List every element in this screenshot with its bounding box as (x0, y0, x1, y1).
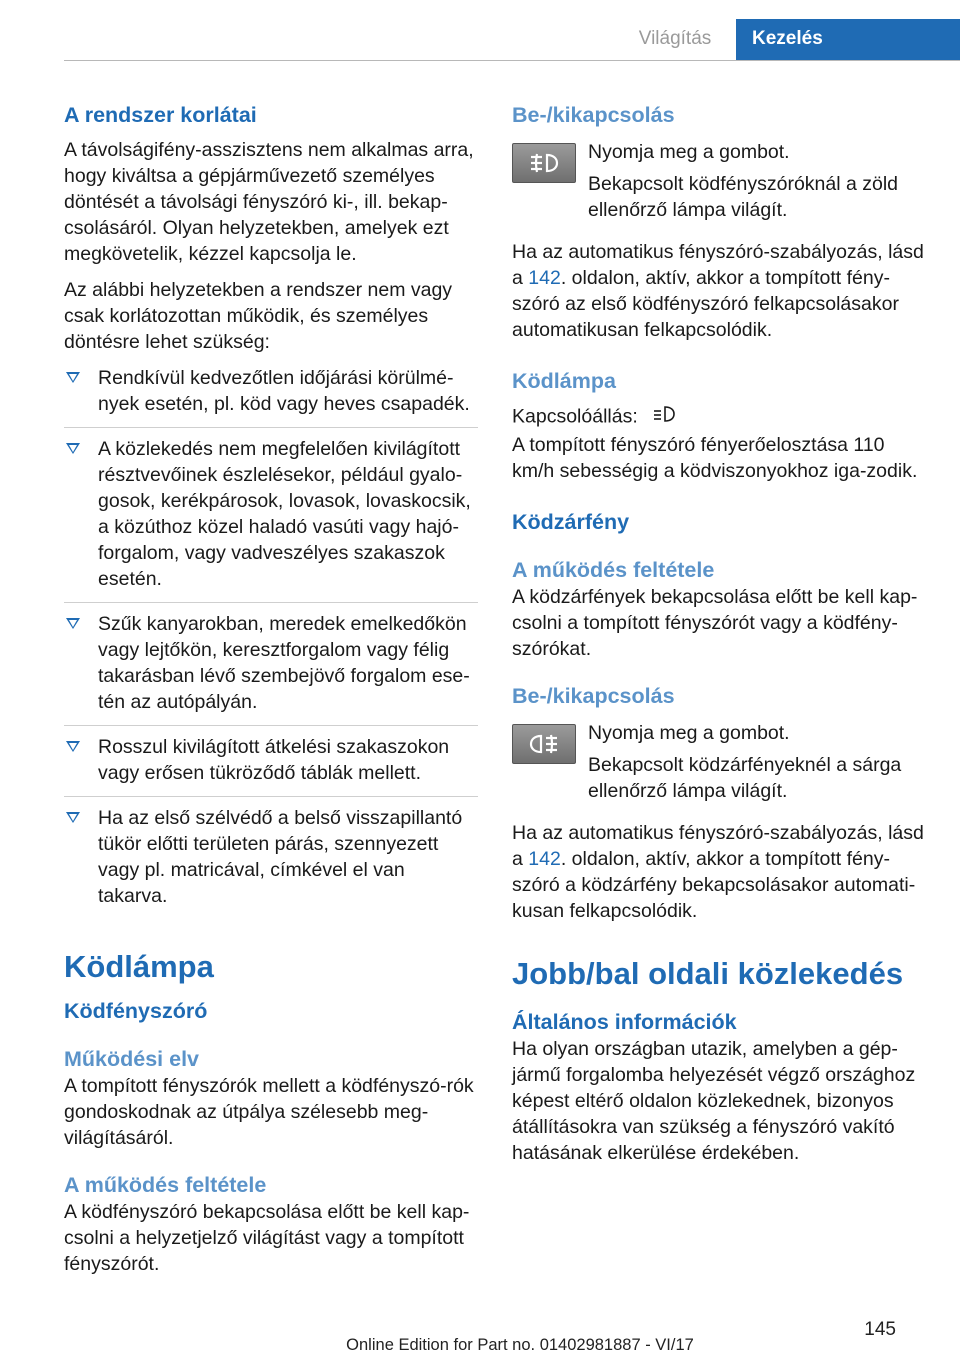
heading-rear-fog: Ködzárfény (512, 510, 630, 534)
triangle-bullet-icon (66, 741, 80, 752)
fog-switch-position-icon (651, 403, 677, 432)
heading-limits: A rendszer korlátai (64, 103, 257, 127)
front-fog-button-icon (512, 143, 576, 183)
heading-general-info: Általános információk (512, 1010, 737, 1034)
heading-principle: Működési elv (64, 1047, 200, 1071)
triangle-bullet-icon (66, 372, 80, 383)
paragraph-condition: A ködfényszóró bekapcsolása előtt be kell kap-csolni a helyzetjelző világítást vagy a tompított fényszórót. (64, 1201, 470, 1275)
left-column (64, 101, 478, 1277)
heading-onoff-front: Be-/kikapcsolás (512, 103, 675, 127)
heading-fog-lamp: Ködlámpa (64, 949, 214, 984)
triangle-bullet-icon (66, 812, 80, 823)
heading-condition: A működés feltétele (64, 1173, 267, 1197)
page-link-142[interactable]: 142 (528, 848, 561, 870)
header-divider (64, 60, 960, 61)
edition-footer: Online Edition for Part no. 01402981887 - VI/17 (346, 1336, 694, 1354)
heading-traffic-side: Jobb/bal oldali közlekedés (512, 956, 904, 991)
limits-bullet-list (64, 365, 478, 919)
list-item: A közlekedés nem megfelelően kivilágított résztvevőinek észlelésekor, például gyalo-gosok, kerékpárosok, lovasok, lovaskocsik, a közúthoz közel haladó vasúti vagy hajó-forgalom, vagy vadveszélyes szakaszok esetén. (64, 436, 478, 603)
rear-fog-button-icon (512, 724, 576, 764)
rear-fog-indicator-text: Bekapcsolt ködzárfényeknél a sárga ellenőrző lámpa világít. (588, 754, 902, 802)
paragraph-auto-front: Ha az automatikus fényszóró-szabályozás, lásd a 142. oldalon, aktív, akkor a tompított fény-szóró az első ködfényszóró felkapcsolásakor automatikusan felkapcsolódik. (512, 241, 924, 341)
triangle-bullet-icon (66, 443, 80, 454)
paragraph-condition-rear: A ködzárfények bekapcsolása előtt be kell kap-csolni a tompított fényszórót vagy a ködfény-szórókat. (512, 586, 918, 660)
list-item: Rendkívül kedvezőtlen időjárási körülmé-nyek esetén, pl. köd vagy heves csapadék. (64, 365, 478, 428)
paragraph-auto-rear: Ha az automatikus fényszóró-szabályozás, lásd a 142. oldalon, aktív, akkor a tompított fény-szóró a ködzárfény bekapcsolásakor automati-kusan felkapcsolódik. (512, 822, 924, 922)
header-section-label: Világítás (638, 28, 712, 49)
paragraph-general-info: Ha olyan országban utazik, amelyben a gép-jármű forgalomba helyezését végző országhoz képest eltérő oldalon közlekednek, bizonyos átállításokra van szükség a fényszóró vakító hatásának elkerülése érdekében. (512, 1038, 916, 1164)
rear-fog-button-row (512, 720, 928, 804)
switch-position-line: Kapcsolóállás: (512, 403, 928, 432)
front-fog-press-text: Nyomja meg a gombot. (588, 141, 790, 163)
rear-fog-press-text: Nyomja meg a gombot. (588, 722, 790, 744)
page-link-142[interactable]: 142 (528, 267, 561, 289)
paragraph-limits-1: A távolságifény-asszisztens nem alkalmas arra, hogy kiváltsa a gépjárművezető személyes döntését a távolsági fényszóró ki-, ill. bekap-csolásáról. Olyan helyzetekben, amelyek ezt megkövetelik, kézzel kapcsolja le. (64, 139, 474, 265)
front-fog-button-row (512, 139, 928, 223)
list-item: Szűk kanyarokban, meredek emelkedőkön vagy lejtőkön, keresztforgalom vagy félig takarásban lévő szembejövő forgalom ese-tén az autópályán. (64, 611, 478, 726)
triangle-bullet-icon (66, 618, 80, 629)
heading-onoff-rear: Be-/kikapcsolás (512, 684, 675, 708)
front-fog-indicator-text: Bekapcsolt ködfényszóróknál a zöld ellenőrző lámpa világít. (588, 173, 899, 221)
heading-front-fog: Ködfényszóró (64, 999, 208, 1023)
heading-condition-rear: A működés feltétele (512, 558, 715, 582)
paragraph-fog-mode: A tompított fényszóró fényerőelosztása 110 km/h sebességig a ködviszonyokhoz iga-zodik. (512, 434, 918, 482)
paragraph-principle: A tompított fényszórók mellett a ködfényszó-rók gondoskodnak az útpálya szélesebb meg-világításáról. (64, 1075, 474, 1149)
header-chapter-tab: Kezelés (736, 19, 960, 61)
heading-fog-mode: Ködlámpa (512, 369, 616, 393)
paragraph-limits-2: Az alábbi helyzetekben a rendszer nem vagy csak korlátozottan működik, és személyes döntésre lehet szükség: (64, 279, 453, 353)
right-column (512, 101, 928, 1166)
page-number: 145 (864, 1319, 896, 1340)
list-item: Ha az első szélvédő a belső visszapillantó tükör előtti területen párás, szennyezett vagy pl. matricával, címkével el van takarva. (64, 805, 478, 919)
list-item: Rosszul kivilágított átkelési szakaszokon vagy erősen tükröződő táblák mellett. (64, 734, 478, 797)
